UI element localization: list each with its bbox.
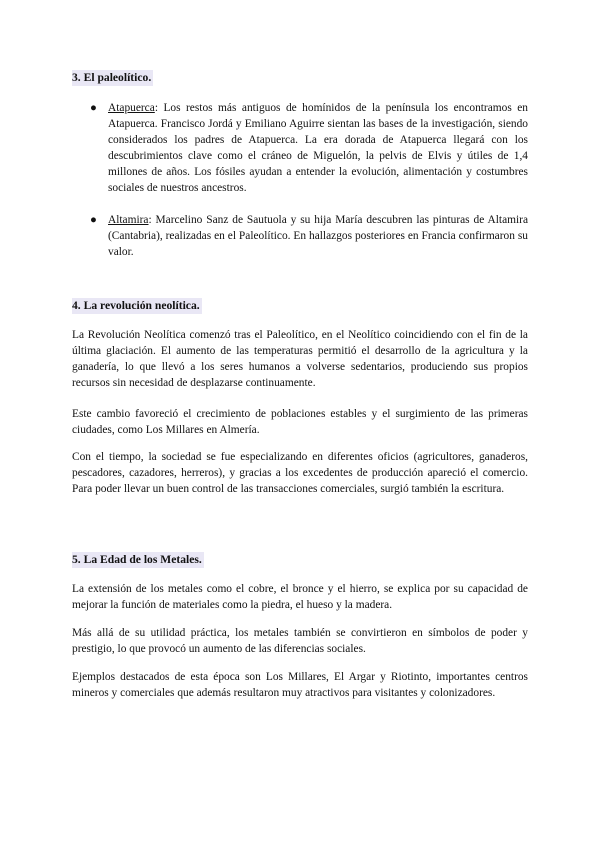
paragraph: Con el tiempo, la sociedad se fue especializando en diferentes oficios (agricultores, ganaderos, pescadores, cazadores, herreros), y gracias a los excedentes de producción apareció el comercio. Para poder llevar un buen control de las transacciones comerciales, surgió también la escritura. <box>72 451 528 495</box>
list-item-text: : Los restos más antiguos de homínidos de la península los encontramos en Atapuerca. Francisco Jordá y Emiliano Aguirre sientan las bases de la investigación, siendo considerados los padres de Atapuerca. La era dorada de Atapuerca llegará con los descubrimientos clave como el cráneo de Miguelón, la pelvis de Elvis y útiles de 1,4 millones de años. Los fósiles ayudan a entender la evolución, alimentación y costumbres sociales de nuestros ancestros. <box>108 102 528 194</box>
paragraph: Ejemplos destacados de esta época son Los Millares, El Argar y Riotinto, importantes centros mineros y comerciales que además resultaron muy atractivos para visitantes y colonizadores. <box>72 671 528 699</box>
section-heading-edad-metales: 5. La Edad de los Metales. <box>72 553 202 566</box>
paragraph: Más allá de su utilidad práctica, los metales también se convirtieron en símbolos de poder y prestigio, lo que provocó un aumento de las diferencias sociales. <box>72 627 528 655</box>
list-item-text: : Marcelino Sanz de Sautuola y su hija María descubren las pinturas de Altamira (Cantabria), realizadas en el Paleolítico. En hallazgos posteriores en Francia confirmaron su valor. <box>108 214 528 258</box>
list-item <box>90 212 528 260</box>
list-item-term: Altamira <box>108 214 149 226</box>
bullet-icon: ● <box>90 102 97 114</box>
paragraph: La Revolución Neolítica comenzó tras el Paleolítico, en el Neolítico coincidiendo con el fin de la última glaciación. El aumento de las temperaturas permitió el desarrollo de la agricultura y la ganadería, lo que llevó a los seres humanos a volverse sedentarios, produciendo sus propios recursos sin necesidad de desplazarse continuamente. <box>72 329 528 389</box>
list-item-term: Atapuerca <box>108 102 155 114</box>
section-heading-revolucion-neolitica: 4. La revolución neolítica. <box>72 299 200 312</box>
bullet-list <box>90 100 528 260</box>
paragraph: La extensión de los metales como el cobre, el bronce y el hierro, se explica por su capacidad de mejorar la función de materiales como la piedra, el hueso y la madera. <box>72 583 528 611</box>
list-item <box>90 100 528 196</box>
paragraph: Este cambio favoreció el crecimiento de poblaciones estables y el surgimiento de las primeras ciudades, como Los Millares en Almería. <box>72 408 528 436</box>
bullet-icon: ● <box>90 214 97 226</box>
section-heading-paleolitico: 3. El paleolítico. <box>72 71 152 84</box>
